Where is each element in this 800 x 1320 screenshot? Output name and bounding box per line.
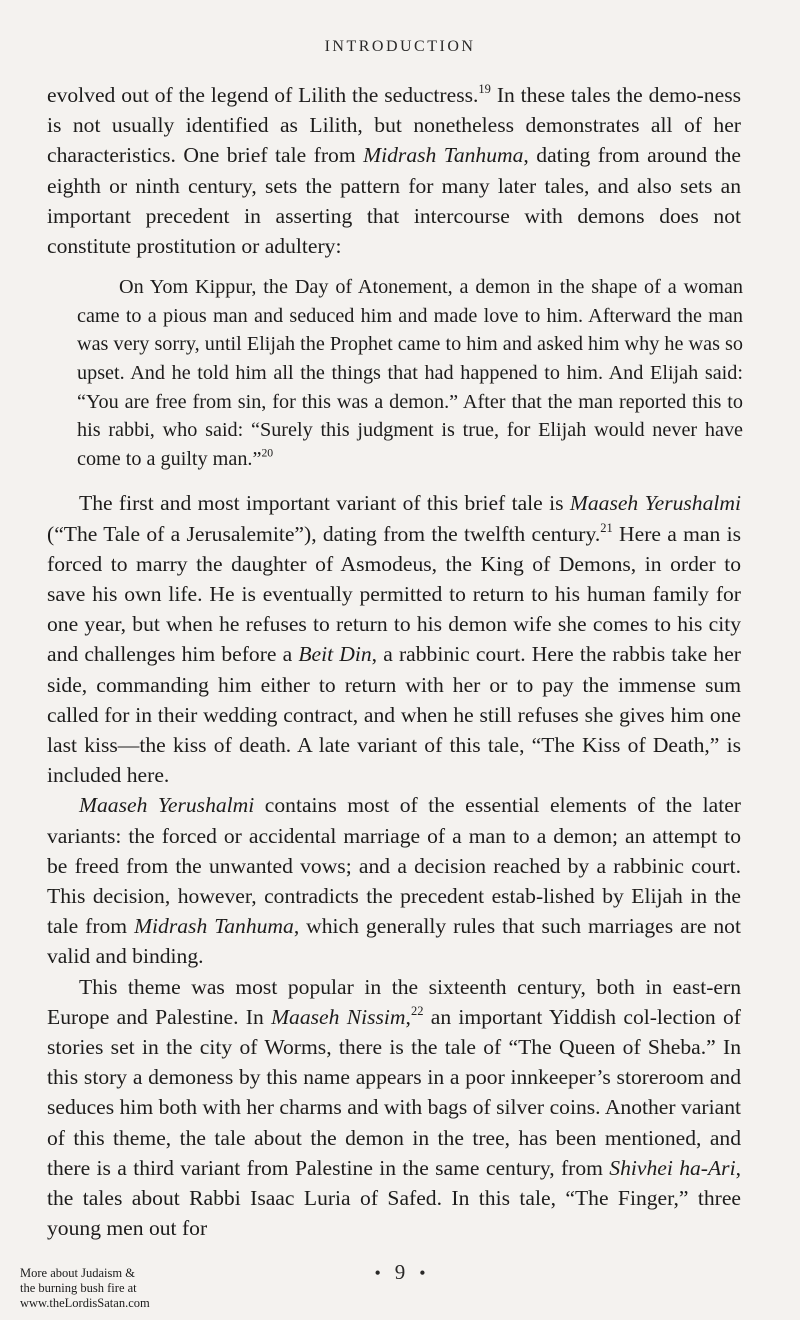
paragraph-3 bbox=[47, 790, 741, 971]
title-midrash-tanhuma: Midrash Tanhuma bbox=[363, 143, 524, 168]
body-text bbox=[47, 80, 741, 1243]
page-number: 9 bbox=[394, 1260, 406, 1284]
term-beit-din: Beit Din bbox=[298, 642, 372, 667]
text-run: , dating from around the eighth or ninth century, sets the pattern for many later tales, and also sets an important precedent in asserting that intercourse with demons does not constitute prostitution or adultery: bbox=[47, 143, 741, 259]
quote-paragraph bbox=[77, 273, 743, 473]
running-head: INTRODUCTION bbox=[324, 38, 476, 55]
block-quote bbox=[77, 273, 743, 473]
title-maaseh-yerushalmi: Maaseh Yerushalmi bbox=[79, 793, 255, 818]
footnote-ref-20[interactable]: 20 bbox=[261, 446, 274, 460]
paragraph-2 bbox=[47, 488, 741, 790]
text-run: , which generally rules that such marriages are not valid and binding. bbox=[47, 914, 741, 969]
credit-line: the burning bush fire at bbox=[20, 1281, 137, 1295]
title-shivhei-ha-ari: Shivhei ha-Ari bbox=[609, 1155, 736, 1180]
text-run: contains most of the essential elements of the later variants: the forced or accidental marriage of a man to a demon; an attempt to be freed from the unwanted vows; and a decision reached by a rabbinic court. This decision, however, contradicts the precedent estab-lished by Elijah in the tale from bbox=[47, 793, 741, 939]
text-run: an important Yiddish col-lection of stories set in the city of Worms, there is the tale of “The Queen of Sheba.” In this story a demoness by this name appears in a poor innkeeper’s storeroom and seduces him both with her charms and with bags of silver coins. Another variant of this theme, the tale about the demon in the tree, has been mentioned, and there is a third variant from Palestine in the same century, from bbox=[47, 1004, 741, 1180]
text-run: , the tales about Rabbi Isaac Luria of Safed. In this tale, “The Finger,” three young men out for bbox=[47, 1155, 741, 1241]
text-run: , a rabbinic court. Here the rabbis take her side, commanding him either to return with her or to pay the immense sum called for in their wedding contract, and when he still refuses she gives him one last kiss—the kiss of death. A late variant of this tale, “The Kiss of Death,” is included here. bbox=[47, 642, 741, 788]
credit-line: More about Judaism & bbox=[20, 1266, 135, 1280]
bullet-icon: • bbox=[419, 1263, 426, 1283]
text-run: (“The Tale of a Jerusalemite”), dating from the twelfth century. bbox=[47, 521, 601, 546]
paragraph-1 bbox=[47, 80, 741, 261]
title-midrash-tanhuma: Midrash Tanhuma bbox=[134, 914, 294, 939]
text-run: Here a man is forced to marry the daughter of Asmodeus, the King of Demons, in order to save his own life. He is eventually permitted to return to his human family for one year, but when he refuses to return to his demon wife she comes to his city and challenges him before a bbox=[47, 521, 741, 667]
website-credit bbox=[20, 1266, 150, 1311]
text-run: The first and most important variant of this brief tale is bbox=[79, 491, 570, 516]
text-run: This theme was most popular in the sixteenth century, both in east-ern Europe and Palestine. In bbox=[47, 974, 741, 1029]
footnote-ref-22[interactable]: 22 bbox=[410, 1003, 424, 1018]
title-maaseh-nissim: Maaseh Nissim bbox=[271, 1004, 406, 1029]
quote-text: On Yom Kippur, the Day of Atonement, a demon in the shape of a woman came to a pious man and seduced him and made love to him. Afterward the man was very sorry, until Elijah the Prophet came to him and asked him why he was so upset. And he told him all the things that had happened to him. And Elijah said: “You are free from sin, for this was a demon.” After that the man reported this to his rabbi, who said: “Surely this judgment is true, for Elijah would never have come to a guilty man.” bbox=[77, 276, 743, 470]
footnote-ref-19[interactable]: 19 bbox=[478, 81, 491, 96]
text-run: , bbox=[405, 1004, 411, 1029]
credit-url[interactable]: www.theLordisSatan.com bbox=[20, 1296, 150, 1310]
text-run: evolved out of the legend of Lilith the seductress. bbox=[47, 83, 479, 107]
footnote-ref-21[interactable]: 21 bbox=[600, 520, 613, 535]
paragraph-4 bbox=[47, 972, 741, 1244]
text-run: In these tales the demo-ness is not usually identified as Lilith, but nonetheless demonstrates all of her characteristics. One brief tale from bbox=[47, 83, 741, 168]
title-maaseh-yerushalmi: Maaseh Yerushalmi bbox=[569, 491, 741, 516]
bullet-icon: • bbox=[374, 1263, 381, 1283]
